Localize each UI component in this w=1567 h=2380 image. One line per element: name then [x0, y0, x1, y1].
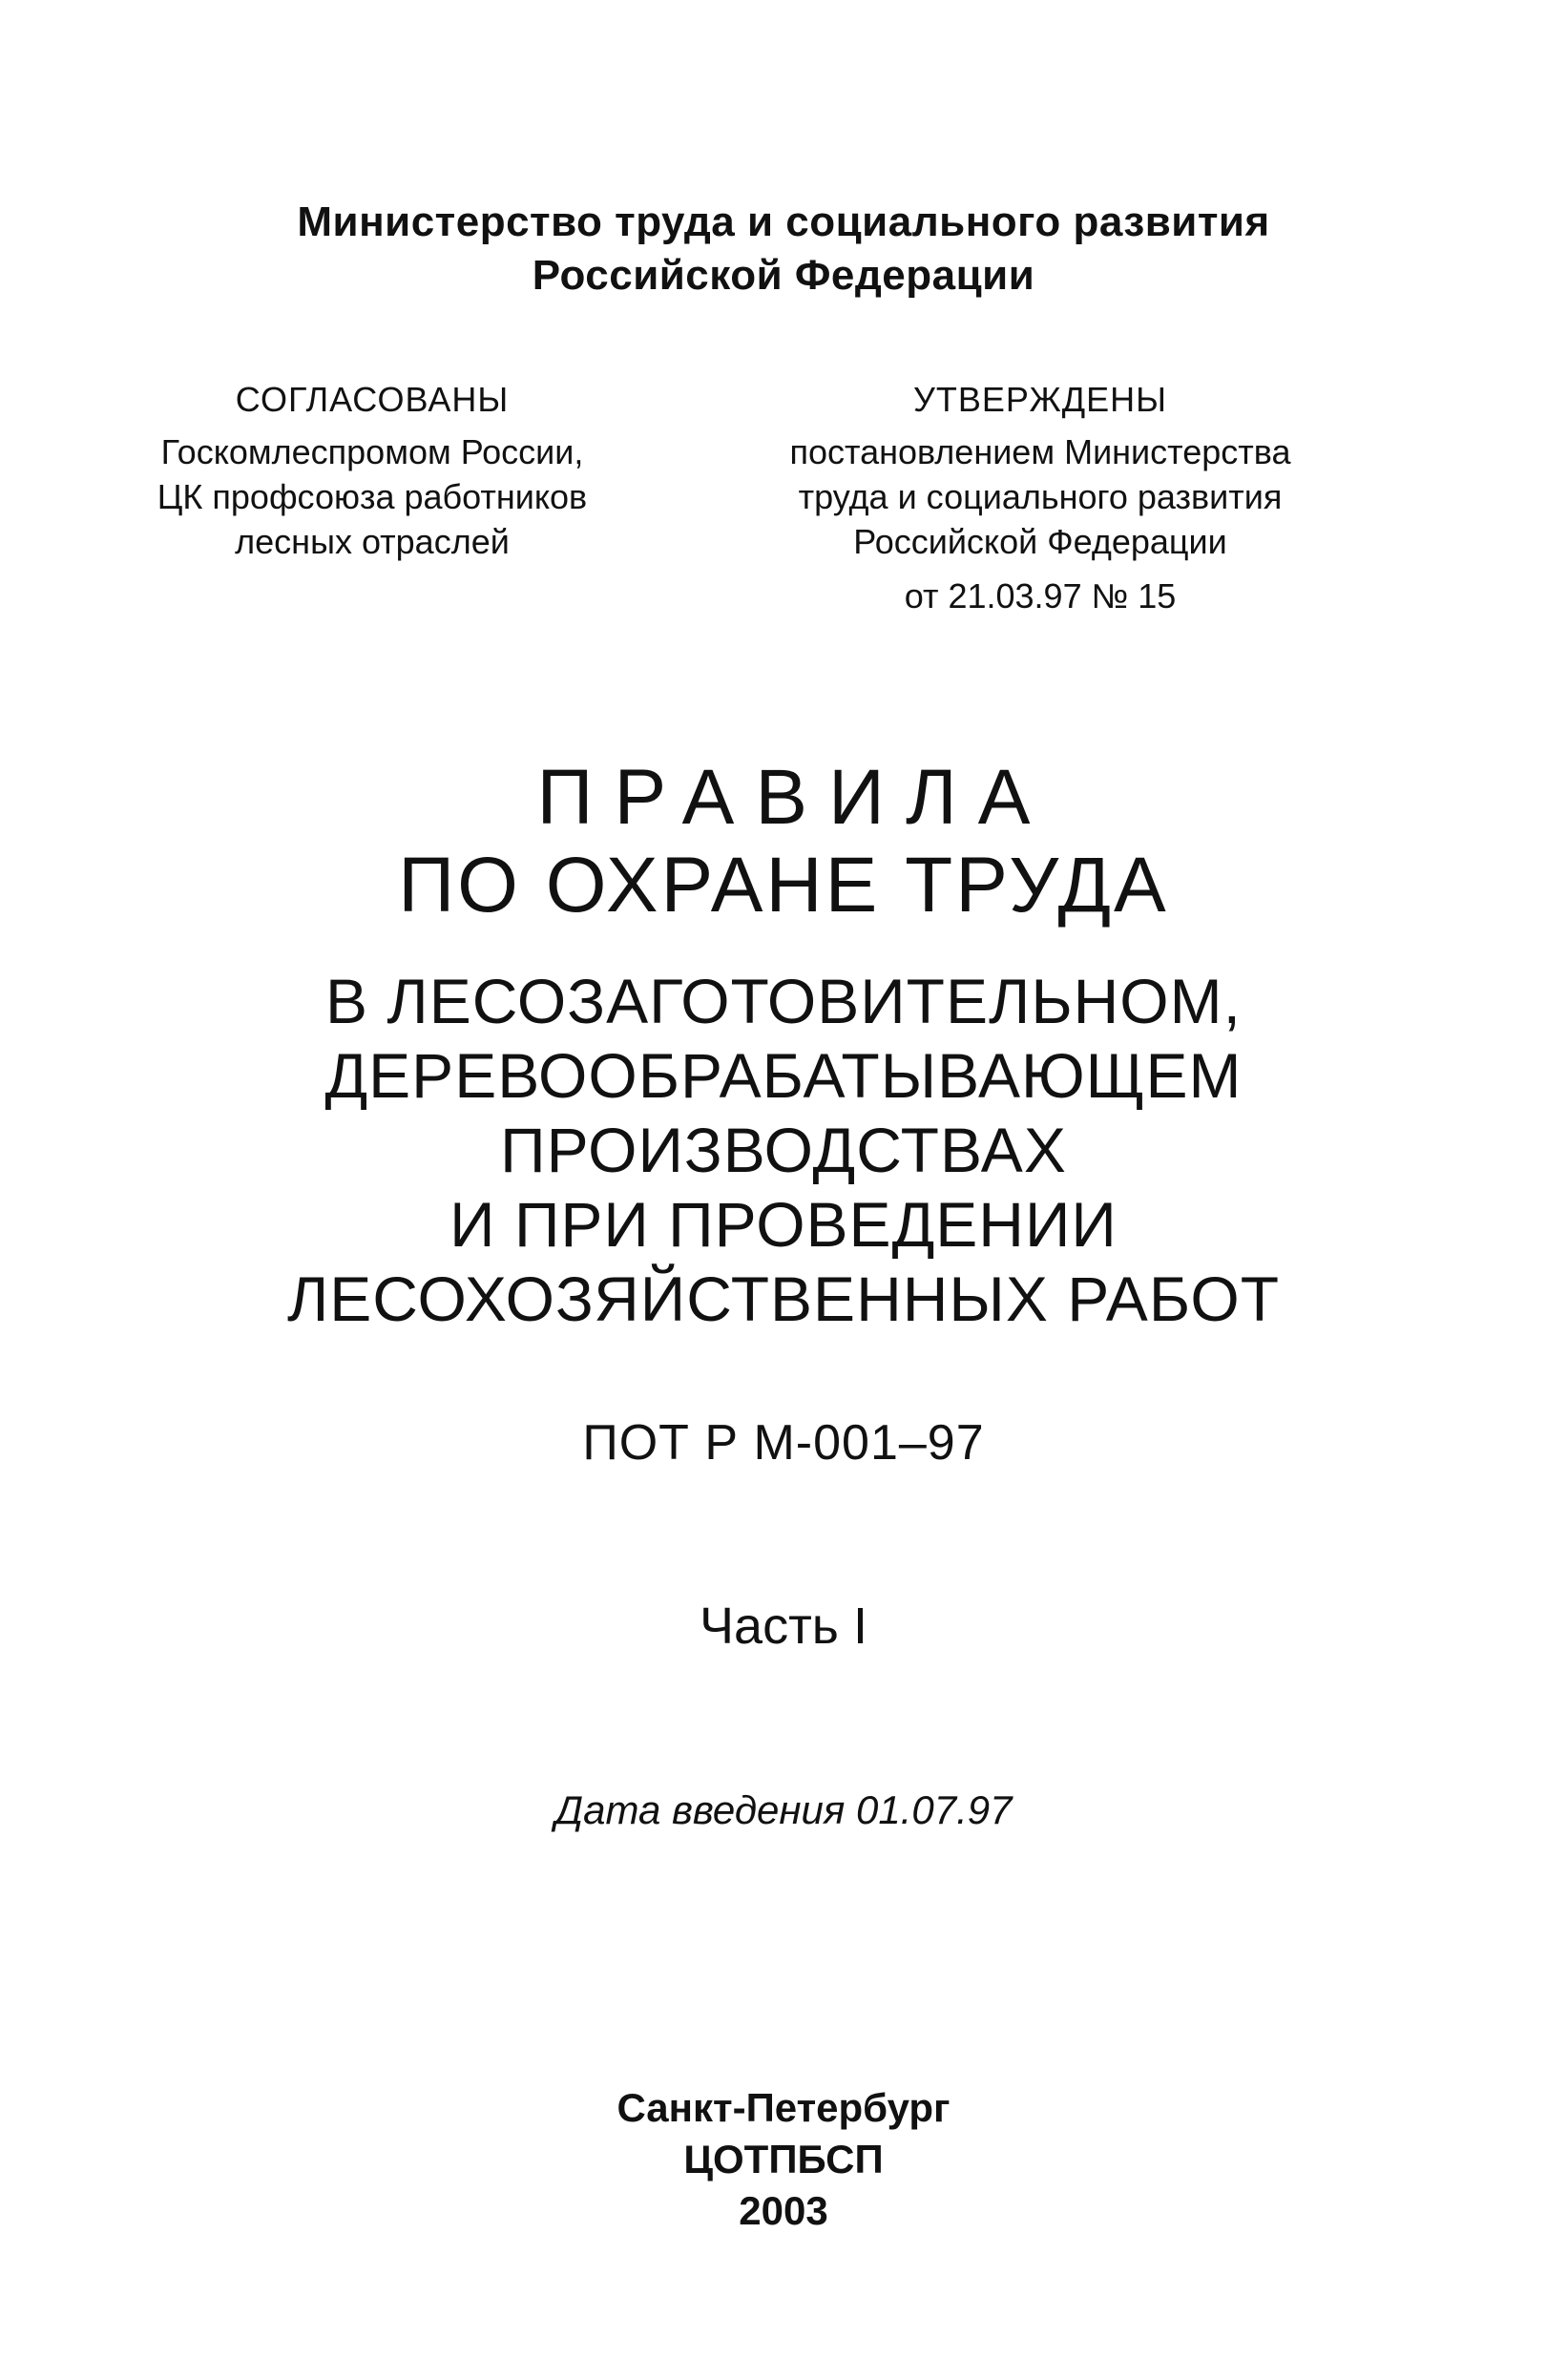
introduction-date: Дата введения 01.07.97 [554, 1787, 1013, 1832]
publisher-org: ЦОТПБСП [683, 2137, 884, 2182]
document-title [0, 754, 1567, 929]
agreed-heading: СОГЛАСОВАНЫ [235, 380, 510, 419]
subtitle-line-3: ПРОИЗВОДСТВАХ [500, 1115, 1067, 1185]
agreed-block [105, 377, 639, 564]
subtitle-line-1: В ЛЕСОЗАГОТОВИТЕЛЬНОМ, [325, 966, 1242, 1036]
subtitle-line-2: ДЕРЕВООБРАБАТЫВАЮЩЕМ [324, 1040, 1243, 1111]
ministry-line-1: Министерство труда и социального развития [297, 198, 1270, 245]
agreed-line-1: Госкомлеспромом России, [160, 432, 584, 471]
subtitle-line-4: И ПРИ ПРОВЕДЕНИИ [449, 1189, 1118, 1260]
title-line-1: ПРАВИЛА [536, 754, 1052, 841]
ministry-heading [0, 196, 1567, 303]
approved-line-1: постановлением Министерства [789, 432, 1291, 471]
document-subtitle [0, 964, 1567, 1336]
agreed-line-2: ЦК профсоюза работников [157, 477, 588, 516]
ministry-line-2: Российской Федерации [532, 252, 1035, 299]
document-code: ПОТ Р М-001–97 [582, 1415, 985, 1471]
part-label: Часть I [700, 1597, 867, 1655]
approved-heading: УТВЕРЖДЕНЫ [913, 380, 1167, 419]
approved-date: от 21.03.97 № 15 [904, 576, 1177, 616]
publisher-city: Санкт-Петербург [616, 2085, 951, 2130]
approved-block [754, 377, 1327, 618]
approved-line-2: труда и социального развития [798, 477, 1283, 516]
subtitle-line-5: ЛЕСОХОЗЯЙСТВЕННЫХ РАБОТ [286, 1263, 1281, 1334]
agreed-line-3: лесных отраслей [235, 522, 510, 561]
approved-line-3: Российской Федерации [853, 522, 1227, 561]
publisher-year: 2003 [739, 2188, 828, 2233]
title-line-2: ПО ОХРАНЕ ТРУДА [398, 842, 1169, 929]
publisher-block [0, 2082, 1567, 2237]
